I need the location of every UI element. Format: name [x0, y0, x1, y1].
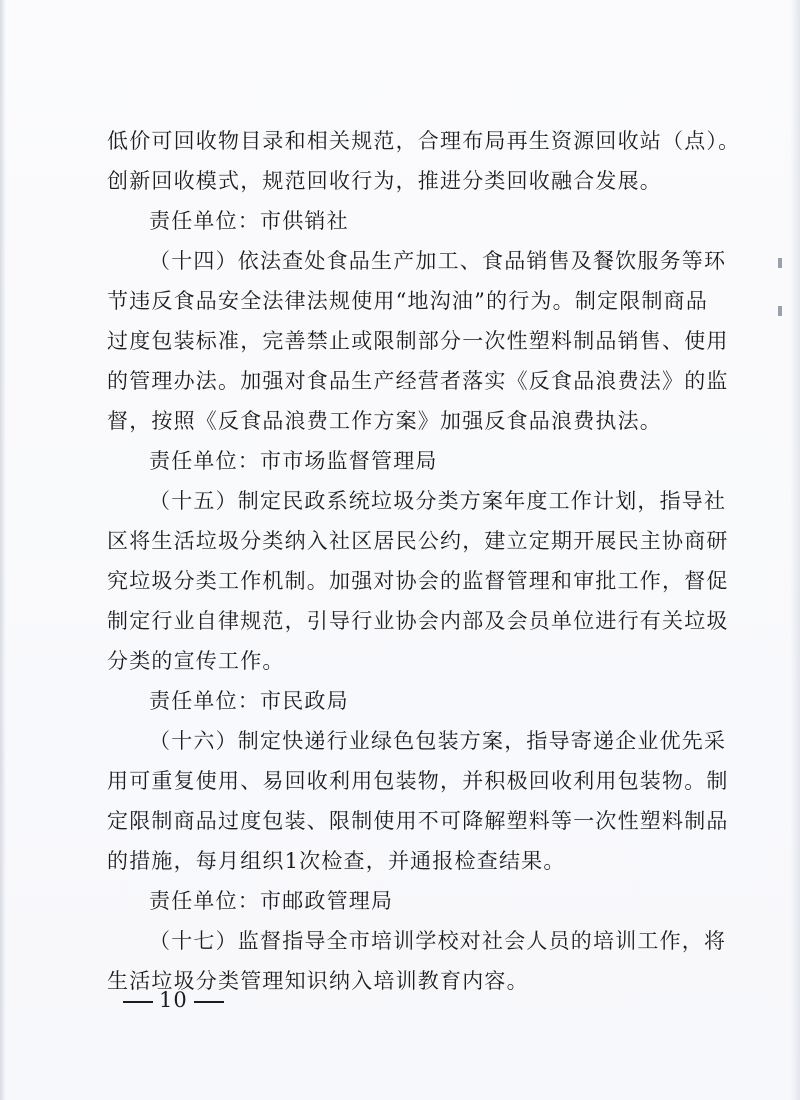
scan-edge-left: [0, 0, 6, 1100]
footer-dash-right: [194, 1001, 224, 1003]
responsible-unit-line: 责任单位：市市场监督管理局: [149, 449, 438, 473]
body-line: 督，按照《反食品浪费工作方案》加强反食品浪费执法。: [107, 409, 662, 433]
footer-dash-left: [123, 1001, 153, 1003]
body-line: 区将生活垃圾分类纳入社区居民公约，建立定期开展民主协商研: [107, 529, 729, 553]
body-line: 生活垃圾分类管理知识纳入培训教育内容。: [107, 969, 529, 993]
body-line: 分类的宣传工作。: [107, 649, 285, 673]
body-line: 低价可回收物目录和相关规范，合理布局再生资源回收站（点）。: [107, 129, 741, 153]
responsible-unit-line: 责任单位：市邮政管理局: [149, 889, 394, 913]
body-line: 定限制商品过度包装、限制使用不可降解塑料等一次性塑料制品: [107, 809, 729, 833]
body-line: 过度包装标准，完善禁止或限制部分一次性塑料制品销售、使用: [107, 329, 729, 353]
body-line: 究垃圾分类工作机制。加强对协会的监督管理和审批工作，督促: [107, 569, 729, 593]
scan-mark: [778, 258, 782, 268]
body-line: 创新回收模式，规范回收行为，推进分类回收融合发展。: [107, 169, 662, 193]
scan-edge-right: [790, 0, 800, 1100]
body-line: 用可重复使用、易回收利用包装物，并积极回收利用包装物。制: [107, 769, 729, 793]
body-line: 的措施，每月组织1次检查，并通报检查结果。: [107, 849, 566, 873]
responsible-unit-line: 责任单位：市供销社: [149, 209, 349, 233]
section-heading-line: （十五）制定民政系统垃圾分类方案年度工作计划，指导社: [149, 489, 727, 513]
body-line: 节违反食品安全法律法规使用“地沟油”的行为。制定限制商品: [107, 289, 709, 313]
document-body: [107, 128, 741, 1008]
section-heading-line: （十四）依法查处食品生产加工、食品销售及餐饮服务等环: [149, 249, 727, 273]
body-line: 制定行业自律规范，引导行业协会内部及会员单位进行有关垃圾: [107, 609, 729, 633]
section-heading-line: （十七）监督指导全市培训学校对社会人员的培训工作，将: [149, 929, 727, 953]
page-number: 10: [159, 988, 188, 1012]
page-number-footer: [117, 987, 230, 1013]
body-line: 的管理办法。加强对食品生产经营者落实《反食品浪费法》的监: [107, 369, 729, 393]
scan-mark: [778, 306, 782, 316]
responsible-unit-line: 责任单位：市民政局: [149, 689, 349, 713]
section-heading-line: （十六）制定快递行业绿色包装方案，指导寄递企业优先采: [149, 729, 727, 753]
